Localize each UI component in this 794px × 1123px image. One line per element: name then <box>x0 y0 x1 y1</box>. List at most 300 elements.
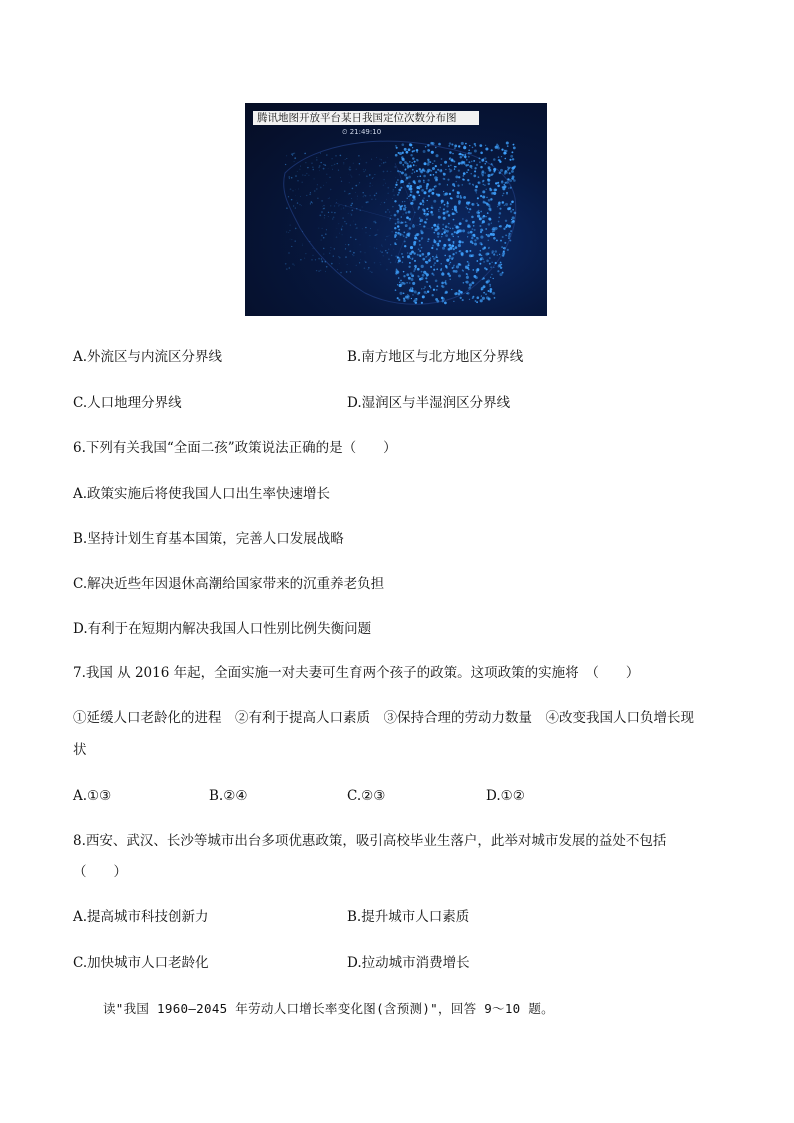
map-dot <box>398 192 400 194</box>
map-dot <box>509 159 511 161</box>
map-dot <box>452 183 455 186</box>
map-dot <box>428 211 429 212</box>
map-dot <box>468 152 470 154</box>
map-dot <box>306 195 307 196</box>
map-dot <box>507 249 509 251</box>
map-dot <box>434 262 436 264</box>
map-dot <box>424 291 427 294</box>
map-dot <box>292 155 293 156</box>
map-dot <box>410 154 412 156</box>
map-dot <box>441 202 442 203</box>
q8-stem-line2: （ ） <box>73 864 127 880</box>
map-dot <box>485 145 486 146</box>
map-dot <box>366 202 368 204</box>
map-dot <box>441 158 443 160</box>
map-dot <box>454 168 455 169</box>
map-dot <box>499 159 501 161</box>
map-dot <box>417 293 420 296</box>
map-dot <box>330 250 331 251</box>
map-dot <box>438 216 441 219</box>
map-dot <box>408 266 410 268</box>
map-dot <box>412 169 414 171</box>
map-dot <box>489 284 491 286</box>
map-dot <box>430 161 431 162</box>
map-dot <box>356 208 357 209</box>
map-dot <box>305 162 306 163</box>
map-dot <box>479 144 482 147</box>
map-dot <box>360 259 361 260</box>
map-dot <box>403 271 405 273</box>
map-dot <box>416 170 418 172</box>
map-dot <box>403 293 405 295</box>
map-dot <box>295 189 296 190</box>
map-dot <box>302 245 303 246</box>
map-dot <box>501 246 503 248</box>
map-dot <box>506 192 508 194</box>
map-dot <box>305 153 306 154</box>
map-dot <box>445 169 446 170</box>
map-dot <box>423 181 425 183</box>
map-dot <box>338 223 339 224</box>
map-dot <box>356 265 357 266</box>
map-dot <box>429 150 430 151</box>
q8-option-a: A.提高城市科技创新力 <box>73 909 209 925</box>
map-dot <box>346 158 347 159</box>
map-dot <box>300 166 301 167</box>
map-dot <box>418 194 420 196</box>
map-dot <box>465 281 466 282</box>
map-dot <box>338 170 339 171</box>
map-dot <box>316 157 317 158</box>
map-dot <box>456 292 457 293</box>
map-dot <box>320 270 321 271</box>
map-dot <box>510 210 512 212</box>
map-dot <box>483 285 486 288</box>
map-dot <box>499 254 500 255</box>
map-dot <box>421 253 424 256</box>
map-dot <box>407 294 408 295</box>
map-dot <box>334 212 335 213</box>
map-dot <box>292 239 293 240</box>
map-dot <box>341 209 342 210</box>
map-dot <box>416 159 417 160</box>
map-dot <box>417 268 420 271</box>
map-dot <box>449 258 450 259</box>
map-dot <box>419 202 422 205</box>
map-dot <box>455 252 457 254</box>
map-dot <box>397 262 399 264</box>
map-dot <box>416 298 417 299</box>
map-dot <box>499 172 501 174</box>
map-dot <box>406 273 409 276</box>
map-dot <box>435 228 438 231</box>
map-dot <box>405 169 407 171</box>
map-dot <box>358 184 359 185</box>
map-dot <box>397 218 399 220</box>
map-dot <box>511 151 513 153</box>
map-dot <box>342 234 343 235</box>
map-dot <box>459 250 461 252</box>
map-dot <box>491 149 493 151</box>
map-dot <box>403 275 405 277</box>
map-dot <box>412 282 415 285</box>
map-dot <box>414 268 416 270</box>
map-dot <box>465 143 467 145</box>
map-dot <box>425 261 427 263</box>
map-dot <box>295 208 296 209</box>
map-dot <box>355 192 356 193</box>
map-dot <box>438 183 440 185</box>
map-dot <box>469 250 471 252</box>
map-dot <box>315 259 316 260</box>
map-dot <box>503 228 505 230</box>
map-dot <box>370 228 371 229</box>
map-dot <box>375 199 376 200</box>
map-dot <box>493 171 495 173</box>
map-dot <box>484 157 486 159</box>
map-dot <box>326 182 327 183</box>
map-dot <box>359 182 360 183</box>
map-dot <box>386 199 387 200</box>
map-dot <box>295 175 297 177</box>
map-dot <box>404 245 406 247</box>
map-dot <box>403 297 405 299</box>
map-dot <box>443 173 446 176</box>
map-dot <box>463 172 466 175</box>
map-dot <box>322 260 323 261</box>
map-dot <box>323 164 324 165</box>
map-dot <box>397 297 399 299</box>
map-dot <box>468 287 471 290</box>
map-dot <box>422 258 425 261</box>
map-dot <box>408 196 409 197</box>
map-dot <box>401 156 404 159</box>
map-dot <box>505 182 507 184</box>
map-dot <box>504 242 506 244</box>
map-dot <box>385 161 387 163</box>
map-dot <box>511 200 514 203</box>
map-dot <box>497 254 499 256</box>
map-dot <box>365 261 366 262</box>
map-dot <box>336 236 338 238</box>
map-dot <box>363 196 364 197</box>
map-dot <box>492 292 495 295</box>
map-dot <box>331 165 332 166</box>
map-dot <box>497 184 500 187</box>
map-dot <box>464 155 467 158</box>
map-dot <box>326 266 327 267</box>
map-dot <box>430 257 432 259</box>
map-dot <box>383 255 384 256</box>
map-dot <box>431 247 433 249</box>
map-dot <box>368 267 370 269</box>
map-dot <box>468 268 470 270</box>
map-dot <box>489 257 491 259</box>
map-dot <box>448 165 450 167</box>
map-dot <box>289 267 291 269</box>
map-dot <box>392 231 393 232</box>
map-dot <box>408 277 411 280</box>
map-dot <box>427 179 429 181</box>
map-dot <box>419 254 421 256</box>
map-dot <box>450 165 451 166</box>
map-dot <box>328 216 329 217</box>
map-dot <box>490 233 493 236</box>
map-dot <box>485 147 488 150</box>
map-dot <box>458 236 459 237</box>
map-dot <box>481 295 482 296</box>
map-dot <box>409 194 411 196</box>
map-dot <box>429 189 432 192</box>
map-dot <box>423 175 426 178</box>
map-dot <box>407 295 410 298</box>
map-dot <box>328 198 329 199</box>
map-dot <box>290 239 291 240</box>
map-dot <box>364 267 366 269</box>
map-dot <box>512 158 514 160</box>
map-dot <box>349 167 350 168</box>
map-dot <box>470 152 471 153</box>
map-dot <box>321 211 323 213</box>
map-dot <box>445 291 447 293</box>
map-dot <box>451 233 453 235</box>
map-dot <box>479 253 482 256</box>
map-dot <box>433 257 436 260</box>
map-dot <box>311 259 313 261</box>
map-dot <box>498 217 499 218</box>
map-dot <box>468 149 470 151</box>
map-dot <box>404 173 407 176</box>
q7-items-line2: 状 <box>73 742 87 758</box>
map-dot <box>412 162 413 163</box>
map-dot <box>463 175 465 177</box>
map-dot <box>487 179 489 181</box>
map-dot <box>460 195 462 197</box>
map-dot <box>433 264 435 266</box>
map-dot <box>422 274 425 277</box>
map-dot <box>507 178 509 180</box>
map-dot <box>402 164 404 166</box>
map-dot <box>407 165 410 168</box>
map-dot <box>312 255 313 256</box>
map-dot <box>467 261 469 263</box>
map-dot <box>345 249 346 250</box>
map-dot <box>406 151 409 154</box>
map-dot <box>425 146 426 147</box>
map-dot <box>491 274 492 275</box>
map-dot <box>421 271 423 273</box>
map-dot <box>362 192 363 193</box>
map-dot <box>479 161 481 163</box>
map-dot <box>392 198 393 199</box>
map-dot <box>405 207 407 209</box>
q7-stem: 7.我国 从 2016 年起，全面实施一对夫妻可生育两个孩子的政策。这项政策的实施将 （ ） <box>73 665 640 681</box>
map-dot <box>402 256 404 258</box>
map-dot <box>365 195 366 196</box>
map-dot <box>489 206 491 208</box>
map-dot <box>435 165 437 167</box>
map-dot <box>302 244 303 245</box>
map-dot <box>396 147 398 149</box>
map-dot <box>483 201 485 203</box>
map-dot <box>426 185 428 187</box>
map-dot <box>359 262 360 263</box>
map-dot <box>398 229 400 231</box>
map-dot <box>497 206 498 207</box>
map-dot <box>413 252 415 254</box>
map-dot <box>488 199 491 202</box>
map-dot <box>292 264 293 265</box>
map-dot <box>456 230 459 233</box>
map-dot <box>477 204 479 206</box>
map-dot <box>411 258 413 260</box>
map-dot <box>489 218 492 221</box>
map-dot <box>436 260 438 262</box>
map-dot <box>437 169 439 171</box>
q5-option-a: A.外流区与内流区分界线 <box>73 349 223 365</box>
map-dot <box>285 263 287 265</box>
map-dot <box>467 169 469 171</box>
map-dot <box>432 163 433 164</box>
map-dot <box>458 145 460 147</box>
map-dot <box>493 237 496 240</box>
map-dot <box>488 298 491 301</box>
map-dot <box>444 255 446 257</box>
map-dot <box>445 265 447 267</box>
map-dot <box>324 164 326 166</box>
map-dot <box>441 297 444 300</box>
map-dot <box>479 263 481 265</box>
map-dot <box>433 174 435 176</box>
map-dot <box>499 208 501 210</box>
map-dot <box>357 199 358 200</box>
map-dot <box>449 263 450 264</box>
map-dot <box>341 229 342 230</box>
map-dot <box>458 202 460 204</box>
map-dot <box>456 265 459 268</box>
map-dot <box>432 188 434 190</box>
map-dot <box>493 267 494 268</box>
q6-option-b: B.坚持计划生育基本国策，完善人口发展战略 <box>73 531 344 547</box>
map-dot <box>395 223 397 225</box>
map-dot <box>441 200 444 203</box>
map-dot <box>458 176 460 178</box>
map-dot <box>374 247 375 248</box>
map-dot <box>376 157 377 158</box>
map-dot <box>427 159 429 161</box>
map-dot <box>450 197 452 199</box>
q5-option-c: C.人口地理分界线 <box>73 395 182 411</box>
map-dot <box>359 163 360 164</box>
map-dot <box>295 228 297 230</box>
map-dot <box>453 301 454 302</box>
map-dot <box>381 159 382 160</box>
map-dot <box>439 207 441 209</box>
map-dot <box>395 184 397 186</box>
map-dot <box>345 205 346 206</box>
map-dot <box>471 161 473 163</box>
map-dot <box>441 268 443 270</box>
map-dot <box>431 151 434 154</box>
map-dot <box>508 233 510 235</box>
map-dot <box>393 191 394 192</box>
map-dot <box>508 225 511 228</box>
map-dot <box>488 166 491 169</box>
map-dot <box>514 212 517 215</box>
map-dot <box>369 186 370 187</box>
q7-option-c: C.②③ <box>347 788 386 804</box>
map-dot <box>399 282 400 283</box>
map-dot <box>353 221 354 222</box>
map-dot <box>388 236 389 237</box>
map-dot <box>480 299 483 302</box>
map-dot <box>309 194 310 195</box>
map-dot <box>472 282 475 285</box>
map-dot <box>457 292 460 295</box>
map-dot <box>393 249 394 250</box>
map-dot <box>482 158 484 160</box>
map-dot <box>336 202 337 203</box>
map-dot <box>474 243 477 246</box>
map-dot <box>471 173 472 174</box>
map-dot <box>474 229 476 231</box>
map-dot <box>419 244 421 246</box>
map-dot <box>469 145 470 146</box>
map-dot <box>409 262 411 264</box>
map-dot <box>427 200 428 201</box>
map-dot <box>481 222 483 224</box>
map-dot <box>511 170 514 173</box>
map-dot <box>411 289 414 292</box>
map-dot <box>391 215 392 216</box>
map-dot <box>463 196 466 199</box>
map-dot <box>391 171 392 172</box>
map-dot <box>348 213 349 214</box>
map-dot <box>337 199 338 200</box>
map-dot <box>410 257 412 259</box>
map-dot <box>395 187 396 188</box>
map-dot <box>487 234 490 237</box>
map-dot <box>434 176 437 179</box>
map-dot <box>414 260 416 262</box>
map-dot <box>292 190 293 191</box>
map-dot <box>442 224 444 226</box>
map-dot <box>286 231 287 232</box>
map-dot <box>481 255 483 257</box>
map-dot <box>502 254 504 256</box>
map-dot <box>396 271 399 274</box>
map-dot <box>428 259 431 262</box>
map-dot <box>309 241 310 242</box>
map-dot <box>319 215 321 217</box>
map-dot <box>414 212 416 214</box>
map-dot <box>419 170 422 173</box>
map-dot <box>402 222 403 223</box>
map-dot <box>487 212 489 214</box>
map-dot <box>331 158 333 160</box>
map-dot <box>338 206 339 207</box>
map-dot <box>358 155 360 157</box>
map-dot <box>300 196 301 197</box>
map-dot <box>493 158 496 161</box>
map-dot <box>405 224 408 227</box>
map-dot <box>468 161 470 163</box>
map-dot <box>432 256 433 257</box>
q7-option-d: D.①② <box>486 788 525 804</box>
map-dot <box>509 172 511 174</box>
map-dot <box>423 204 424 205</box>
map-dot <box>458 274 461 277</box>
